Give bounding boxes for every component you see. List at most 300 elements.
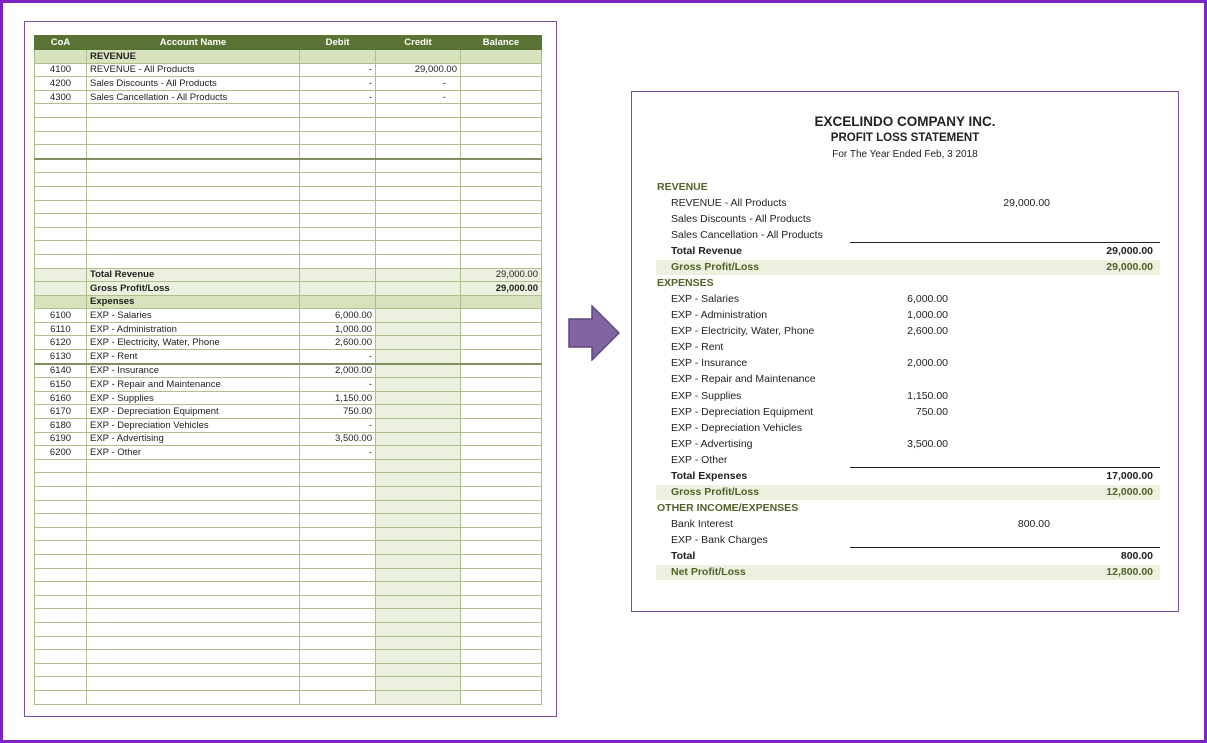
empty-cell[interactable] [461,473,542,487]
empty-cell[interactable] [376,582,461,596]
balance-cell[interactable] [461,309,542,323]
empty-cell[interactable] [35,541,87,555]
gross-profit-value: 29,000.00 [1106,261,1153,273]
empty-cell[interactable] [376,554,461,568]
balance-cell[interactable] [461,419,542,433]
empty-cell[interactable] [35,254,87,268]
empty-cell[interactable] [461,500,542,514]
account-cell[interactable]: EXP - Electricity, Water, Phone [87,336,300,350]
empty-cell[interactable] [300,173,376,187]
empty-cell[interactable] [461,595,542,609]
empty-cell[interactable] [300,227,376,241]
debit-cell[interactable]: - [300,90,376,104]
empty-cell[interactable] [87,582,300,596]
empty-cell[interactable] [376,595,461,609]
empty-cell[interactable] [300,636,376,650]
empty-cell[interactable] [300,541,376,555]
empty-cell[interactable] [461,636,542,650]
table-row [35,159,542,173]
account-cell[interactable]: EXP - Salaries [87,309,300,323]
empty-cell[interactable] [461,186,542,200]
table-row [35,582,542,596]
empty-cell[interactable] [461,554,542,568]
gross-profit-value: 29,000.00 [461,282,542,296]
empty-cell[interactable] [35,131,87,145]
debit-cell[interactable]: - [300,350,376,364]
empty-cell[interactable] [376,145,461,159]
empty-cell[interactable] [376,214,461,228]
debit-cell[interactable]: 2,600.00 [300,336,376,350]
empty-cell[interactable] [376,541,461,555]
empty-cell[interactable] [87,609,300,623]
table-row [35,104,542,118]
balance-cell[interactable] [461,446,542,460]
table-row [35,541,542,555]
total-value: 800.00 [1120,550,1153,562]
empty-cell[interactable] [35,227,87,241]
empty-cell[interactable] [376,173,461,187]
worksheet-panel [24,21,557,717]
coa-cell[interactable]: 6200 [35,446,87,460]
empty-cell[interactable] [35,595,87,609]
statement-panel [631,91,1179,612]
coa-cell[interactable]: 6150 [35,378,87,392]
empty-cell[interactable] [35,609,87,623]
empty-cell[interactable] [461,527,542,541]
balance-cell[interactable] [461,336,542,350]
table-row [35,200,542,214]
line-item-label: EXP - Administration [671,309,768,321]
empty-cell[interactable] [376,227,461,241]
empty-cell[interactable] [87,254,300,268]
empty-cell[interactable] [35,568,87,582]
table-row [35,145,542,159]
empty-cell[interactable] [87,677,300,691]
empty-cell[interactable] [300,690,376,704]
table-row [35,419,542,433]
empty-cell[interactable] [461,541,542,555]
line-item-label: EXP - Depreciation Vehicles [671,422,803,434]
line-item-value: 2,600.00 [907,325,948,337]
empty-cell[interactable] [461,677,542,691]
empty-cell[interactable] [376,527,461,541]
empty-cell[interactable] [87,554,300,568]
col-header-debit: Debit [300,36,376,50]
account-cell[interactable]: REVENUE - All Products [87,63,300,77]
empty-cell[interactable] [461,650,542,664]
table-row [35,117,542,131]
empty-cell[interactable] [87,487,300,501]
net-profit-label: Net Profit/Loss [671,566,746,578]
balance-cell[interactable] [461,322,542,336]
empty-cell[interactable] [35,200,87,214]
table-row [35,677,542,691]
table-row [35,568,542,582]
empty-cell[interactable] [461,145,542,159]
balance-cell[interactable] [461,350,542,364]
empty-cell[interactable] [376,131,461,145]
table-row [35,554,542,568]
debit-cell[interactable]: - [300,378,376,392]
debit-cell[interactable]: 1,000.00 [300,322,376,336]
debit-cell[interactable]: 2,000.00 [300,364,376,378]
empty-cell[interactable] [87,663,300,677]
line-item-value: 1,000.00 [907,309,948,321]
total-revenue-value: 29,000.00 [461,268,542,282]
empty-cell[interactable] [35,636,87,650]
debit-cell[interactable]: 6,000.00 [300,309,376,323]
empty-cell[interactable] [300,650,376,664]
empty-cell[interactable] [461,173,542,187]
table-row [35,459,542,473]
empty-cell[interactable] [461,227,542,241]
account-cell[interactable]: EXP - Supplies [87,391,300,405]
debit-cell[interactable]: - [300,419,376,433]
empty-cell[interactable] [376,690,461,704]
empty-cell[interactable] [300,622,376,636]
gross-profit-label: Gross Profit/Loss [671,486,760,498]
table-row [35,214,542,228]
empty-cell[interactable] [300,159,376,173]
credit-cell[interactable] [376,322,461,336]
empty-cell[interactable] [87,227,300,241]
credit-cell[interactable] [376,378,461,392]
balance-cell[interactable] [461,77,542,91]
empty-cell[interactable] [461,131,542,145]
empty-cell[interactable] [35,117,87,131]
revenue-header: REVENUE [657,181,708,193]
table-row [35,609,542,623]
empty-cell[interactable] [35,677,87,691]
account-cell[interactable]: EXP - Insurance [87,364,300,378]
coa-cell[interactable]: 6130 [35,350,87,364]
empty-cell[interactable] [87,650,300,664]
empty-cell[interactable] [300,677,376,691]
empty-cell[interactable] [461,609,542,623]
credit-cell[interactable]: - [376,90,461,104]
empty-cell[interactable] [87,595,300,609]
total-label: Total [671,550,696,562]
line-item-label: REVENUE - All Products [671,197,787,209]
empty-cell[interactable] [461,622,542,636]
empty-cell[interactable] [35,145,87,159]
debit-cell[interactable]: 750.00 [300,405,376,419]
total-revenue-row [35,268,542,282]
empty-cell[interactable] [376,636,461,650]
coa-cell[interactable]: 4100 [35,63,87,77]
line-item-label: EXP - Electricity, Water, Phone [671,325,815,337]
table-row [35,500,542,514]
empty-cell[interactable] [461,487,542,501]
account-cell[interactable]: EXP - Administration [87,322,300,336]
empty-cell[interactable] [300,554,376,568]
empty-cell[interactable] [87,131,300,145]
empty-cell[interactable] [300,200,376,214]
table-row [35,173,542,187]
empty-cell[interactable] [35,173,87,187]
empty-cell[interactable] [461,514,542,528]
empty-cell[interactable] [461,663,542,677]
balance-cell[interactable] [461,432,542,446]
debit-cell[interactable]: - [300,77,376,91]
credit-cell[interactable] [376,391,461,405]
empty-cell[interactable] [461,200,542,214]
empty-cell[interactable] [376,487,461,501]
table-row [35,690,542,704]
empty-cell[interactable] [300,568,376,582]
table-row [35,636,542,650]
account-cell[interactable]: EXP - Rent [87,350,300,364]
empty-cell[interactable] [35,690,87,704]
credit-cell[interactable]: - [376,77,461,91]
debit-cell[interactable]: 3,500.00 [300,432,376,446]
empty-cell[interactable] [376,159,461,173]
line-item-label: EXP - Insurance [671,357,748,369]
debit-cell[interactable]: - [300,63,376,77]
line-item-label: EXP - Supplies [671,390,742,402]
empty-cell[interactable] [35,554,87,568]
line-item-value: 3,500.00 [907,438,948,450]
credit-cell[interactable] [376,432,461,446]
empty-cell[interactable] [461,214,542,228]
table-row [35,391,542,405]
empty-cell[interactable] [376,609,461,623]
table-row [35,650,542,664]
line-item-label: Sales Cancellation - All Products [671,229,823,241]
line-item-label: EXP - Salaries [671,293,740,305]
gross-profit-row [35,282,542,296]
empty-cell[interactable] [87,186,300,200]
section-label: REVENUE [87,50,300,64]
credit-cell[interactable] [376,350,461,364]
table-row [35,77,542,91]
balance-cell[interactable] [461,90,542,104]
worksheet-table [34,35,542,705]
coa-cell[interactable]: 4200 [35,77,87,91]
credit-cell[interactable] [376,309,461,323]
empty-cell[interactable] [376,677,461,691]
table-row [35,514,542,528]
coa-cell[interactable]: 6160 [35,391,87,405]
empty-cell[interactable] [87,690,300,704]
account-cell[interactable]: Sales Discounts - All Products [87,77,300,91]
empty-cell[interactable] [376,622,461,636]
account-cell[interactable]: EXP - Advertising [87,432,300,446]
empty-cell[interactable] [35,459,87,473]
empty-cell[interactable] [300,527,376,541]
line-item-label: EXP - Advertising [671,438,753,450]
line-item-value: 29,000.00 [1003,197,1050,209]
empty-cell[interactable] [300,186,376,200]
empty-cell[interactable] [35,473,87,487]
balance-cell[interactable] [461,63,542,77]
empty-cell[interactable] [87,459,300,473]
empty-cell[interactable] [35,527,87,541]
coa-cell[interactable]: 6120 [35,336,87,350]
empty-cell[interactable] [376,186,461,200]
table-row [35,364,542,378]
net-profit-value: 12,800.00 [1106,566,1153,578]
table-row [35,446,542,460]
empty-cell[interactable] [87,214,300,228]
account-cell[interactable]: Sales Cancellation - All Products [87,90,300,104]
credit-cell[interactable] [376,336,461,350]
table-row [35,622,542,636]
company-name: EXCELINDO COMPANY INC. [814,114,996,129]
empty-cell[interactable] [87,622,300,636]
total-revenue-label: Total Revenue [87,268,300,282]
table-row [35,241,542,255]
table-row [35,527,542,541]
table-row [35,432,542,446]
other-income-header: OTHER INCOME/EXPENSES [657,502,799,514]
empty-cell[interactable] [35,622,87,636]
line-item-value: 750.00 [915,406,948,418]
empty-cell[interactable] [376,473,461,487]
line-item-label: EXP - Rent [671,341,724,353]
empty-cell[interactable] [87,117,300,131]
line-item-value: 2,000.00 [907,357,948,369]
line-item-value: 6,000.00 [907,293,948,305]
empty-cell[interactable] [35,159,87,173]
table-row [35,350,542,364]
line-item-label: EXP - Depreciation Equipment [671,406,814,418]
table-row [35,473,542,487]
empty-cell[interactable] [300,487,376,501]
line-item-label: Sales Discounts - All Products [671,213,812,225]
empty-cell[interactable] [300,595,376,609]
empty-cell[interactable] [376,200,461,214]
empty-cell[interactable] [376,514,461,528]
table-row [35,322,542,336]
total-revenue-value: 29,000.00 [1106,245,1153,257]
empty-cell[interactable] [35,650,87,664]
expenses-header: EXPENSES [657,277,714,289]
empty-cell[interactable] [376,254,461,268]
gross-profit-label: Gross Profit/Loss [87,282,300,296]
empty-cell[interactable] [35,514,87,528]
empty-cell[interactable] [300,117,376,131]
right-arrow-icon [568,305,620,361]
empty-cell[interactable] [300,609,376,623]
empty-cell[interactable] [300,254,376,268]
empty-cell[interactable] [376,650,461,664]
coa-cell[interactable]: 6190 [35,432,87,446]
empty-cell[interactable] [87,159,300,173]
empty-cell[interactable] [35,487,87,501]
coa-cell[interactable]: 6110 [35,322,87,336]
empty-cell[interactable] [35,582,87,596]
empty-cell[interactable] [87,200,300,214]
account-cell[interactable]: EXP - Depreciation Vehicles [87,419,300,433]
line-item-label: EXP - Bank Charges [671,534,768,546]
balance-cell[interactable] [461,405,542,419]
line-item-label: EXP - Other [671,454,728,466]
empty-cell[interactable] [87,636,300,650]
header-row [35,36,542,50]
empty-cell[interactable] [376,117,461,131]
empty-cell[interactable] [300,459,376,473]
empty-cell[interactable] [300,514,376,528]
balance-cell[interactable] [461,378,542,392]
empty-cell[interactable] [300,214,376,228]
empty-cell[interactable] [35,663,87,677]
empty-cell[interactable] [300,131,376,145]
empty-cell[interactable] [461,241,542,255]
credit-cell[interactable] [376,446,461,460]
col-header-account-name: Account Name [87,36,300,50]
empty-cell[interactable] [35,241,87,255]
balance-cell[interactable] [461,364,542,378]
table-row [35,336,542,350]
account-cell[interactable]: EXP - Repair and Maintenance [87,378,300,392]
table-row [35,227,542,241]
empty-cell[interactable] [376,568,461,582]
empty-cell[interactable] [87,541,300,555]
empty-cell[interactable] [461,568,542,582]
empty-cell[interactable] [300,500,376,514]
statement-title: PROFIT LOSS STATEMENT [830,132,980,144]
credit-cell[interactable]: 29,000.00 [376,63,461,77]
credit-cell[interactable] [376,405,461,419]
credit-cell[interactable] [376,419,461,433]
empty-cell[interactable] [87,173,300,187]
empty-cell[interactable] [87,145,300,159]
coa-cell[interactable]: 4300 [35,90,87,104]
line-item-label: Bank Interest [671,518,733,530]
empty-cell[interactable] [461,459,542,473]
empty-cell[interactable] [300,582,376,596]
empty-cell[interactable] [461,582,542,596]
empty-cell[interactable] [87,241,300,255]
balance-cell[interactable] [461,391,542,405]
empty-cell[interactable] [300,241,376,255]
empty-cell[interactable] [461,117,542,131]
empty-cell[interactable] [87,527,300,541]
coa-cell[interactable]: 6100 [35,309,87,323]
account-cell[interactable]: EXP - Depreciation Equipment [87,405,300,419]
coa-cell[interactable]: 6180 [35,419,87,433]
empty-cell[interactable] [461,159,542,173]
empty-cell[interactable] [87,568,300,582]
empty-cell[interactable] [376,459,461,473]
empty-cell[interactable] [300,145,376,159]
table-row [35,405,542,419]
empty-cell[interactable] [300,473,376,487]
empty-cell[interactable] [376,500,461,514]
debit-cell[interactable]: 1,150.00 [300,391,376,405]
empty-cell[interactable] [87,514,300,528]
empty-cell[interactable] [300,663,376,677]
empty-cell[interactable] [376,663,461,677]
statement-period: For The Year Ended Feb, 3 2018 [832,149,978,160]
empty-cell[interactable] [35,186,87,200]
coa-cell[interactable]: 6140 [35,364,87,378]
gross-profit-value: 12,000.00 [1106,486,1153,498]
empty-cell[interactable] [461,690,542,704]
empty-cell[interactable] [461,254,542,268]
empty-cell[interactable] [35,214,87,228]
account-cell[interactable]: EXP - Other [87,446,300,460]
empty-cell[interactable] [376,241,461,255]
coa-cell[interactable]: 6170 [35,405,87,419]
table-row [35,186,542,200]
debit-cell[interactable]: - [300,446,376,460]
empty-cell[interactable] [87,500,300,514]
empty-cell[interactable] [35,500,87,514]
credit-cell[interactable] [376,364,461,378]
empty-cell[interactable] [87,473,300,487]
